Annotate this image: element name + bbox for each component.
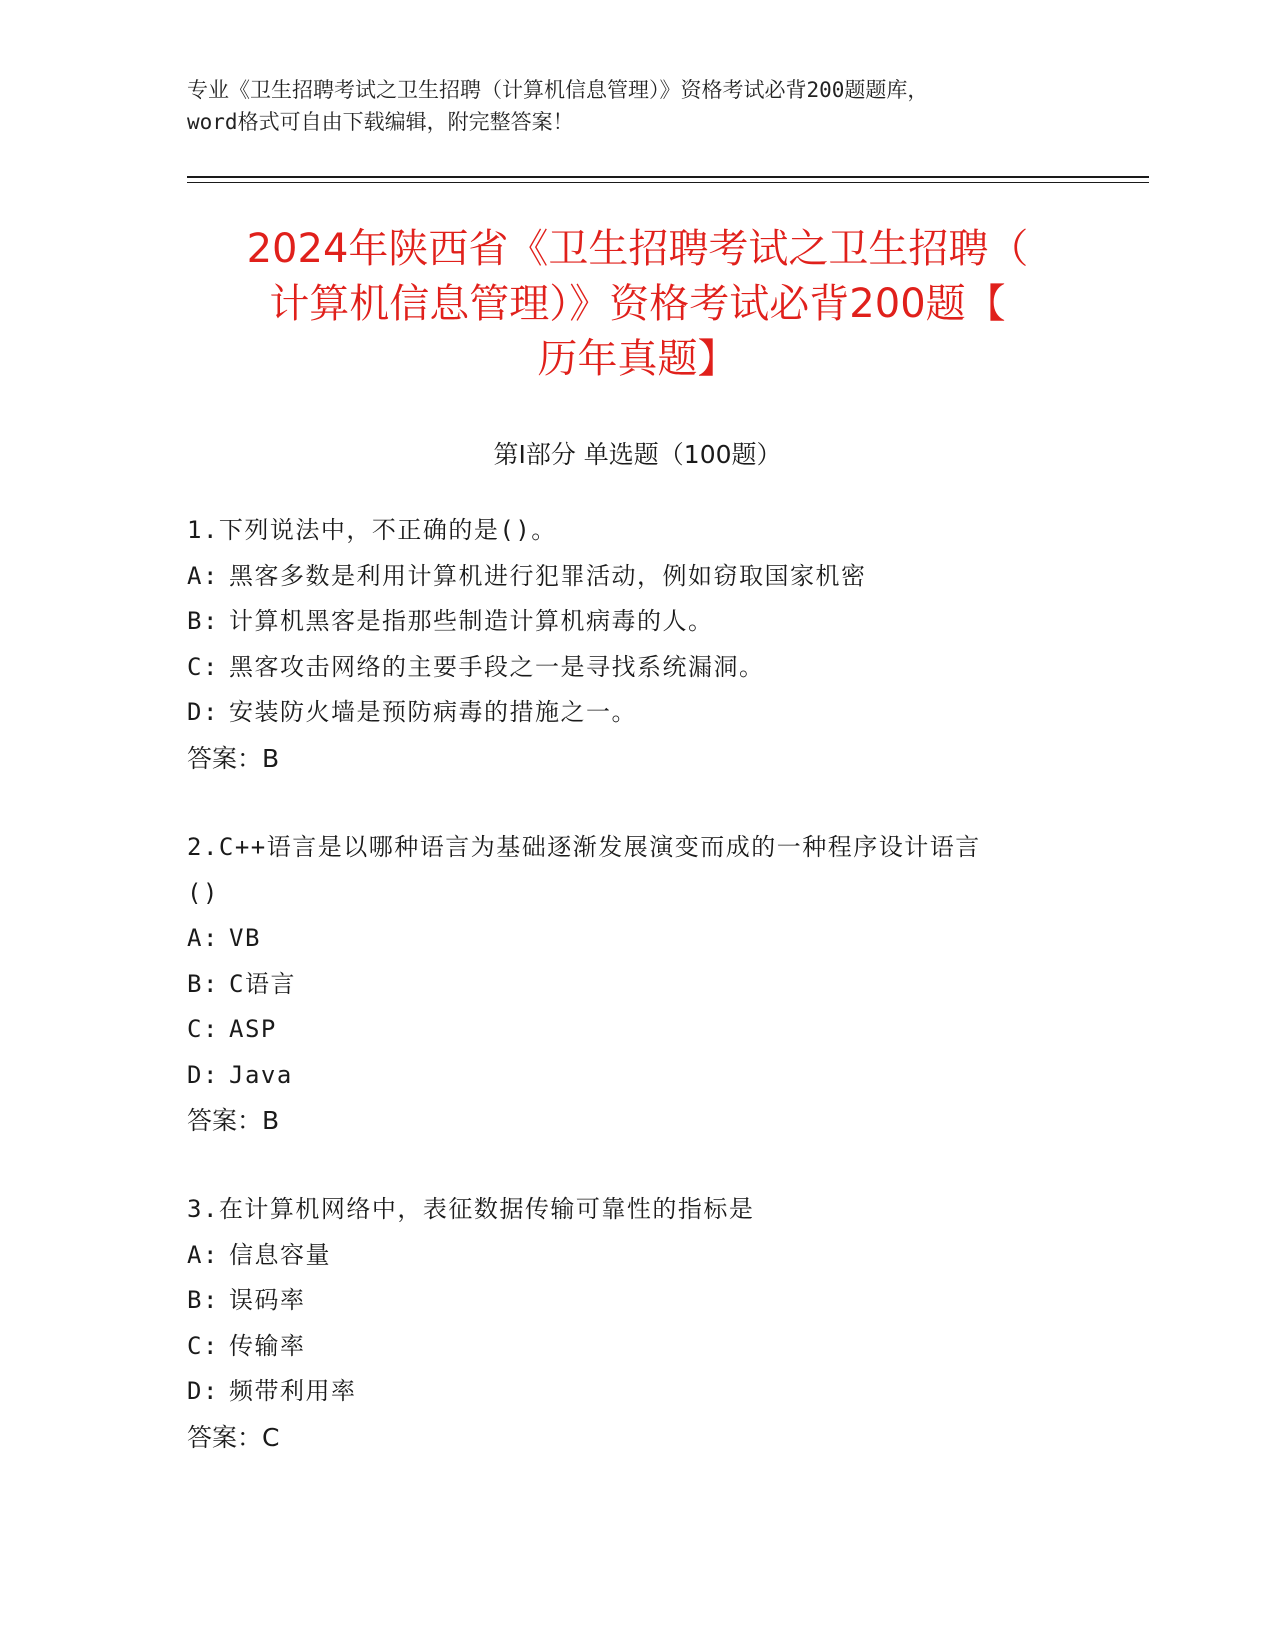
- option-key: D :: [187, 1053, 229, 1099]
- document-title: [140, 222, 1135, 387]
- question-stem: 2.C++语言是以哪种语言为基础逐渐发展演变而成的一种程序设计语言: [187, 833, 981, 861]
- option-key: C :: [187, 1007, 229, 1053]
- option-key: C :: [187, 1324, 229, 1370]
- option-d: [187, 690, 1087, 736]
- option-text: 安装防火墙是预防病毒的措施之一。: [229, 698, 637, 726]
- option-text: 频带利用率: [229, 1377, 357, 1405]
- option-key: B :: [187, 599, 229, 645]
- option-c: [187, 1324, 1087, 1370]
- option-key: A :: [187, 916, 229, 962]
- option-key: B :: [187, 962, 229, 1008]
- header-rule-thick: [187, 176, 1149, 178]
- document-title-line-3: 历年真题】: [537, 336, 738, 382]
- option-key: C :: [187, 645, 229, 691]
- question-stem-continued: (): [187, 878, 219, 907]
- question-stem: 1.下列说法中，不正确的是()。: [187, 516, 557, 544]
- option-text: 误码率: [229, 1286, 306, 1314]
- option-a: [187, 916, 1087, 962]
- answer-line: 答案：B: [187, 1106, 280, 1135]
- option-text: Java: [229, 1060, 293, 1089]
- document-title-line-2: 计算机信息管理）》资格考试必背200题【: [269, 281, 1006, 327]
- option-d: [187, 1369, 1087, 1415]
- header-note: [187, 74, 1087, 138]
- option-text: VB: [229, 924, 261, 952]
- header-note-line-1: 专业《卫生招聘考试之卫生招聘（计算机信息管理）》资格考试必背200题题库，: [187, 78, 929, 102]
- option-d: [187, 1053, 1087, 1099]
- option-c: [187, 1007, 1087, 1053]
- answer-line: 答案：B: [187, 743, 280, 773]
- option-text: 黑客攻击网络的主要手段之一是寻找系统漏洞。: [229, 652, 765, 681]
- option-key: A :: [187, 1233, 229, 1279]
- option-text: 计算机黑客是指那些制造计算机病毒的人。: [229, 607, 714, 635]
- option-a: [187, 554, 1087, 600]
- question-3: [187, 1187, 1087, 1460]
- option-text: 传输率: [229, 1331, 306, 1360]
- answer-line: 答案：C: [187, 1422, 280, 1452]
- option-c: [187, 645, 1087, 691]
- option-b: [187, 962, 1087, 1008]
- option-key: D :: [187, 690, 229, 736]
- option-key: B :: [187, 1278, 229, 1324]
- option-b: [187, 599, 1087, 645]
- document-title-line-1: 2024年陕西省《卫生招聘考试之卫生招聘（: [246, 226, 1029, 272]
- option-key: D :: [187, 1369, 229, 1415]
- header-note-line-2: word格式可自由下载编辑，附完整答案！: [187, 110, 574, 134]
- option-text: 黑客多数是利用计算机进行犯罪活动，例如窃取国家机密: [229, 561, 867, 590]
- option-b: [187, 1278, 1087, 1324]
- question-1: [187, 508, 1087, 781]
- question-2: [187, 825, 1087, 1144]
- option-text: ASP: [229, 1015, 277, 1043]
- section-heading: 第Ⅰ部分 单选题（100题）: [493, 440, 782, 469]
- option-a: [187, 1233, 1087, 1279]
- option-text: C语言: [229, 969, 296, 998]
- option-key: A :: [187, 554, 229, 600]
- question-stem: 3.在计算机网络中，表征数据传输可靠性的指标是: [187, 1195, 755, 1223]
- header-rule-thin: [187, 182, 1149, 183]
- option-text: 信息容量: [229, 1240, 331, 1269]
